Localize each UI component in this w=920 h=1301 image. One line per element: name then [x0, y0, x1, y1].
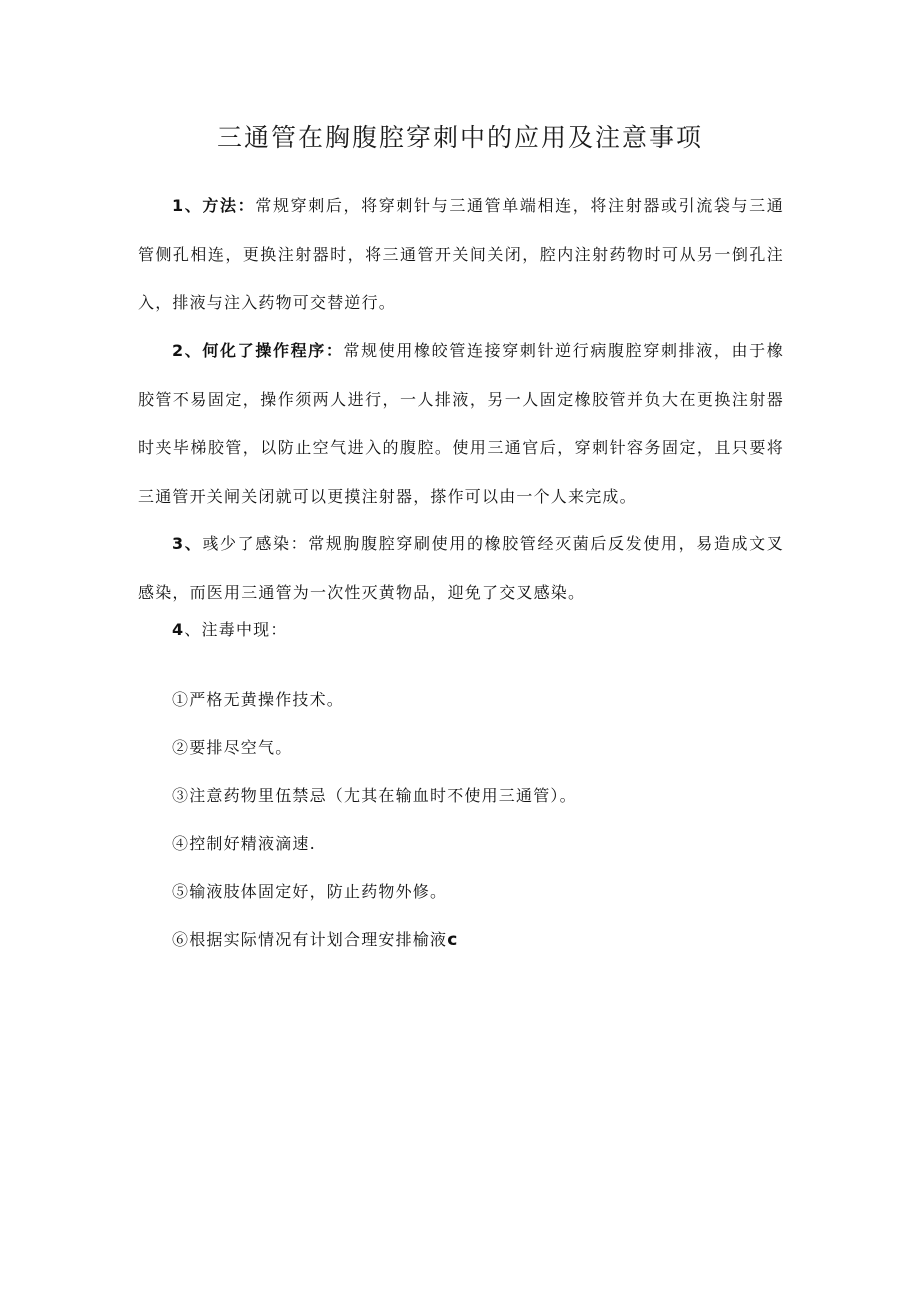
- list-item: ④控制好精液滴速.: [172, 834, 316, 853]
- page-title: 三通管在胸腹腔穿刺中的应用及注意事项: [216, 123, 703, 152]
- notes-list: [172, 676, 577, 964]
- paragraph-text: 彧少了感染：常规朐腹腔穿刷使用的橡胶管经灭菌后反发使用，易造成文叉感染，而医用三通管为一次性灭黄物品，迎免了交叉感染。: [138, 534, 784, 602]
- paragraph-text: 常规使用橡皎管连接穿刺针逆行病腹腔穿刺排液，由于橡胶管不易固定，操作须两人进行，一人排液，另一人固定橡胶管并负大在更换注射器时夹毕梯胶管，以防止空气进入的腹腔。使用三通官后，穿刺针容务固定，且只要将三通管开关闸关闭就可以更摸注射器，搽作可以由一个人来完成。: [138, 341, 784, 506]
- paragraph-lead: 2、何化了操作程序：: [172, 341, 344, 360]
- paragraph-lead: 3、: [172, 534, 203, 553]
- paragraph-lead: 1、方法：: [172, 196, 256, 215]
- paragraph-text: 常规穿刺后，将穿刺针与三通管单端相连，将注射器或引流袋与三通管侧孔相连，更换注射器时，将三通管开关间关闭，腔内注射药物时可从另一倒孔注入，排液与注入药物可交替逆行。: [138, 196, 784, 312]
- list-item-tail: c: [447, 930, 459, 950]
- list-item: ②要排尽空气。: [172, 738, 293, 757]
- notes-heading: [172, 606, 288, 654]
- notes-heading-text: 、注毒中现：: [184, 620, 288, 639]
- list-item: ⑥根据实际情况有计划合理安排榆液c: [172, 930, 459, 950]
- paragraph-procedure: [138, 327, 784, 521]
- list-item: ⑤输液肢体固定好，防止药物外修。: [172, 882, 448, 901]
- paragraph-method: [138, 182, 784, 328]
- paragraph-infection: [138, 520, 784, 617]
- notes-heading-number: 4: [172, 620, 185, 639]
- list-item: ①严格无黄操作技术。: [172, 690, 345, 709]
- list-item: ③注意药物里伍禁忌（尢其在输血时不使用三通管）。: [172, 786, 577, 805]
